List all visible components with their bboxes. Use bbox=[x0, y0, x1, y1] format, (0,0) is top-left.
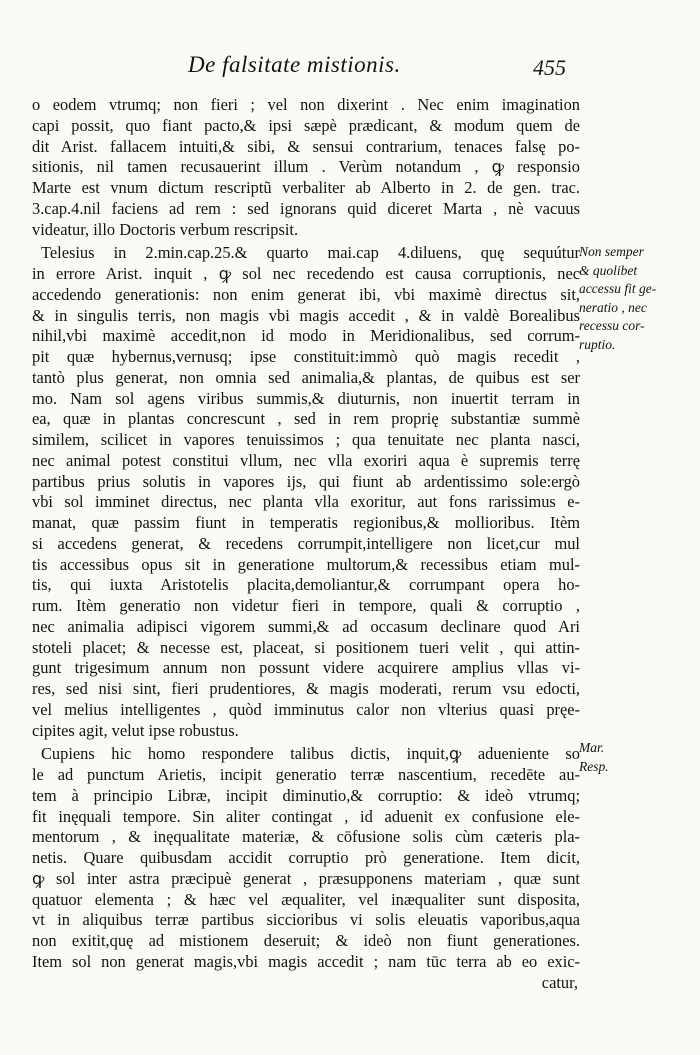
text-line: nec animal potest constitui vllum, nec vlla exoriri aqua è supremis terrę bbox=[32, 450, 580, 470]
text-line: in errore Arist. inquit , ꝙ sol nec recedendo est causa corruptionis, nec bbox=[32, 264, 580, 283]
text-line: similem, scilicet in vapores tenuissimos ; qua tenuitate nec planta nasci, bbox=[32, 430, 580, 449]
page-number: 455 bbox=[533, 55, 566, 80]
marginal-note-line: neratio , nec bbox=[579, 299, 647, 315]
text-line: videatur, illo Doctoris verbum rescripsit. bbox=[32, 219, 299, 239]
text-line: mentorum , & inęqualitate materiæ, & cōfusione solis cùm cæteris pla- bbox=[32, 827, 580, 847]
marginal-note-line: Non semper bbox=[579, 244, 644, 259]
text-line: ea, quæ in plantas concrescunt , sed in rem proprię substantiæ summè bbox=[32, 409, 580, 429]
text-line: netis. Quare quibusdam accidit corruptio prò generatione. Item dicit, bbox=[32, 848, 580, 867]
marginal-note-line: ruptio. bbox=[579, 336, 616, 352]
text-line: 3.cap.4.nil faciens ad rem : sed ignorans quid diceret Marta , nè vacuus bbox=[32, 198, 580, 218]
text-line: catur, bbox=[541, 972, 578, 992]
marginal-note-line: accessu fit ge- bbox=[579, 281, 657, 296]
text-line: gunt trigesimum annum non possunt videre acquirere amplius vllas vi- bbox=[32, 658, 580, 678]
text-line: Telesius in 2.min.cap.25.& quarto mai.cap 4.diluens, quę sequútur bbox=[41, 243, 580, 263]
marginal-note bbox=[579, 739, 639, 776]
text-line: non exitit,quę ad mistionem deseruit; & ideò non fiunt generationes. bbox=[32, 931, 580, 950]
marginal-note-line: Mar. bbox=[579, 740, 605, 755]
text-line: Cupiens hic homo respondere talibus dictis, inquit,ꝙ adueniente so bbox=[41, 744, 580, 764]
marginal-note bbox=[579, 243, 689, 354]
text-line: nec animalia adipisci vigorem summi,& ad occasum declinare quod Ari bbox=[32, 616, 580, 636]
marginal-note-line: Resp. bbox=[579, 758, 609, 774]
text-line: tantò plus generat, non omnia sed animalia,& plantas, de quibus est ser bbox=[32, 367, 580, 387]
text-line: tis accessibus opus sit in generatione multorum,& recessibus etiam mul- bbox=[32, 554, 580, 574]
text-line: cipites agit, velut ipse robustus. bbox=[32, 720, 239, 740]
text-line: quatuor elementa ; & hæc vel æqualiter, vel inæqualiter sunt disposita, bbox=[32, 889, 580, 909]
text-line: tis, qui iuxta Aristotelis placita,demoliantur,& corrumpant opera ho- bbox=[32, 575, 580, 595]
text-line: vbi sol imminet directus, nec planta vlla exoritur, aut fons rarissimus e- bbox=[32, 492, 580, 512]
text-line: vt in aliquibus terræ partibus siccioribus vi solis eleuatis vaporibus,aqua bbox=[32, 910, 580, 930]
text-line: capi possit, quo fiant pacto,& ipsi sæpè prædicant, & modum quem de bbox=[32, 115, 580, 135]
text-line: stoteli placet; & necesse est, placeat, si positionem tueri velit , qui attin- bbox=[32, 637, 580, 657]
text-line: accedendo generationis: non enim generat ibi, vbi maximè directus sit, bbox=[32, 284, 580, 304]
text-line: o eodem vtrumq; non fieri ; vel non dixerint . Nec enim imagination bbox=[32, 95, 580, 114]
text-line: le ad punctum Arietis, incipit generatio terræ nascentium, recedēte au- bbox=[32, 765, 580, 784]
running-title: De falsitate mistionis. bbox=[188, 52, 401, 77]
body-text bbox=[32, 95, 580, 993]
text-line: pit quæ hybernus,vernusq; ipse constituit:immò quò magis recedit , bbox=[32, 347, 580, 366]
text-line: fit inęquali tempore. Sin aliter contingat , id aduenit ex confusione ele- bbox=[32, 806, 580, 826]
text-line: res, sed nisi sint, fieri prudentiores, & magis moderati, rerum vsu edocti, bbox=[32, 679, 580, 698]
text-line: & in singulis terris, non magis vbi magis accedit , & in valdè Borealibus bbox=[32, 305, 580, 325]
text-line: rum. Itèm generatio non videtur fieri in tempore, quali & corruptio , bbox=[32, 596, 580, 615]
marginal-note-line: & quolibet bbox=[579, 262, 638, 278]
text-line: dit Arist. fallacem intuiti,& sibi, & sensui contrarium, tenaces falsę po- bbox=[32, 136, 580, 156]
text-line: nihil,vbi maximè accedit,non id modo in Meridionalibus, sed corrum- bbox=[32, 326, 580, 346]
text-line: Item sol non generat magis,vbi magis accedit ; nam tūc terra ab eo exic- bbox=[32, 951, 580, 971]
text-line: si accedens generat, & recedens corrumpit,intelligere non licet,cur mul bbox=[32, 533, 580, 553]
text-line: ꝙ sol inter astra præcipuè generat , præsupponens materiam , quæ sunt bbox=[32, 868, 580, 888]
text-line: vel melius intelligentes , quòd imminutus calor non vlterius quasi pręe- bbox=[32, 699, 580, 719]
marginal-note-line: recessu cor- bbox=[579, 318, 645, 333]
text-line: partibus prius solutis in vapores ijs, qui fiunt ab ardentissimo sole:ergò bbox=[32, 471, 580, 491]
text-line: Marte est vnum dictum rescriptũ verbaliter ab Alberto in 2. de gen. trac. bbox=[32, 178, 580, 197]
text-line: tem à principio Libræ, incipit diminutio,& corruptio: & ideò vtrumq; bbox=[32, 785, 580, 805]
text-line: sitionis, nil tamen recusauerint illum . Verùm notandum , ꝙ responsio bbox=[32, 157, 580, 177]
text-line: manat, quæ passim fiunt in temperatis regionibus,& mollioribus. Itèm bbox=[32, 513, 580, 532]
text-line: mo. Nam sol agens viribus summis,& diuturnis, non inuertit terram in bbox=[32, 388, 580, 408]
